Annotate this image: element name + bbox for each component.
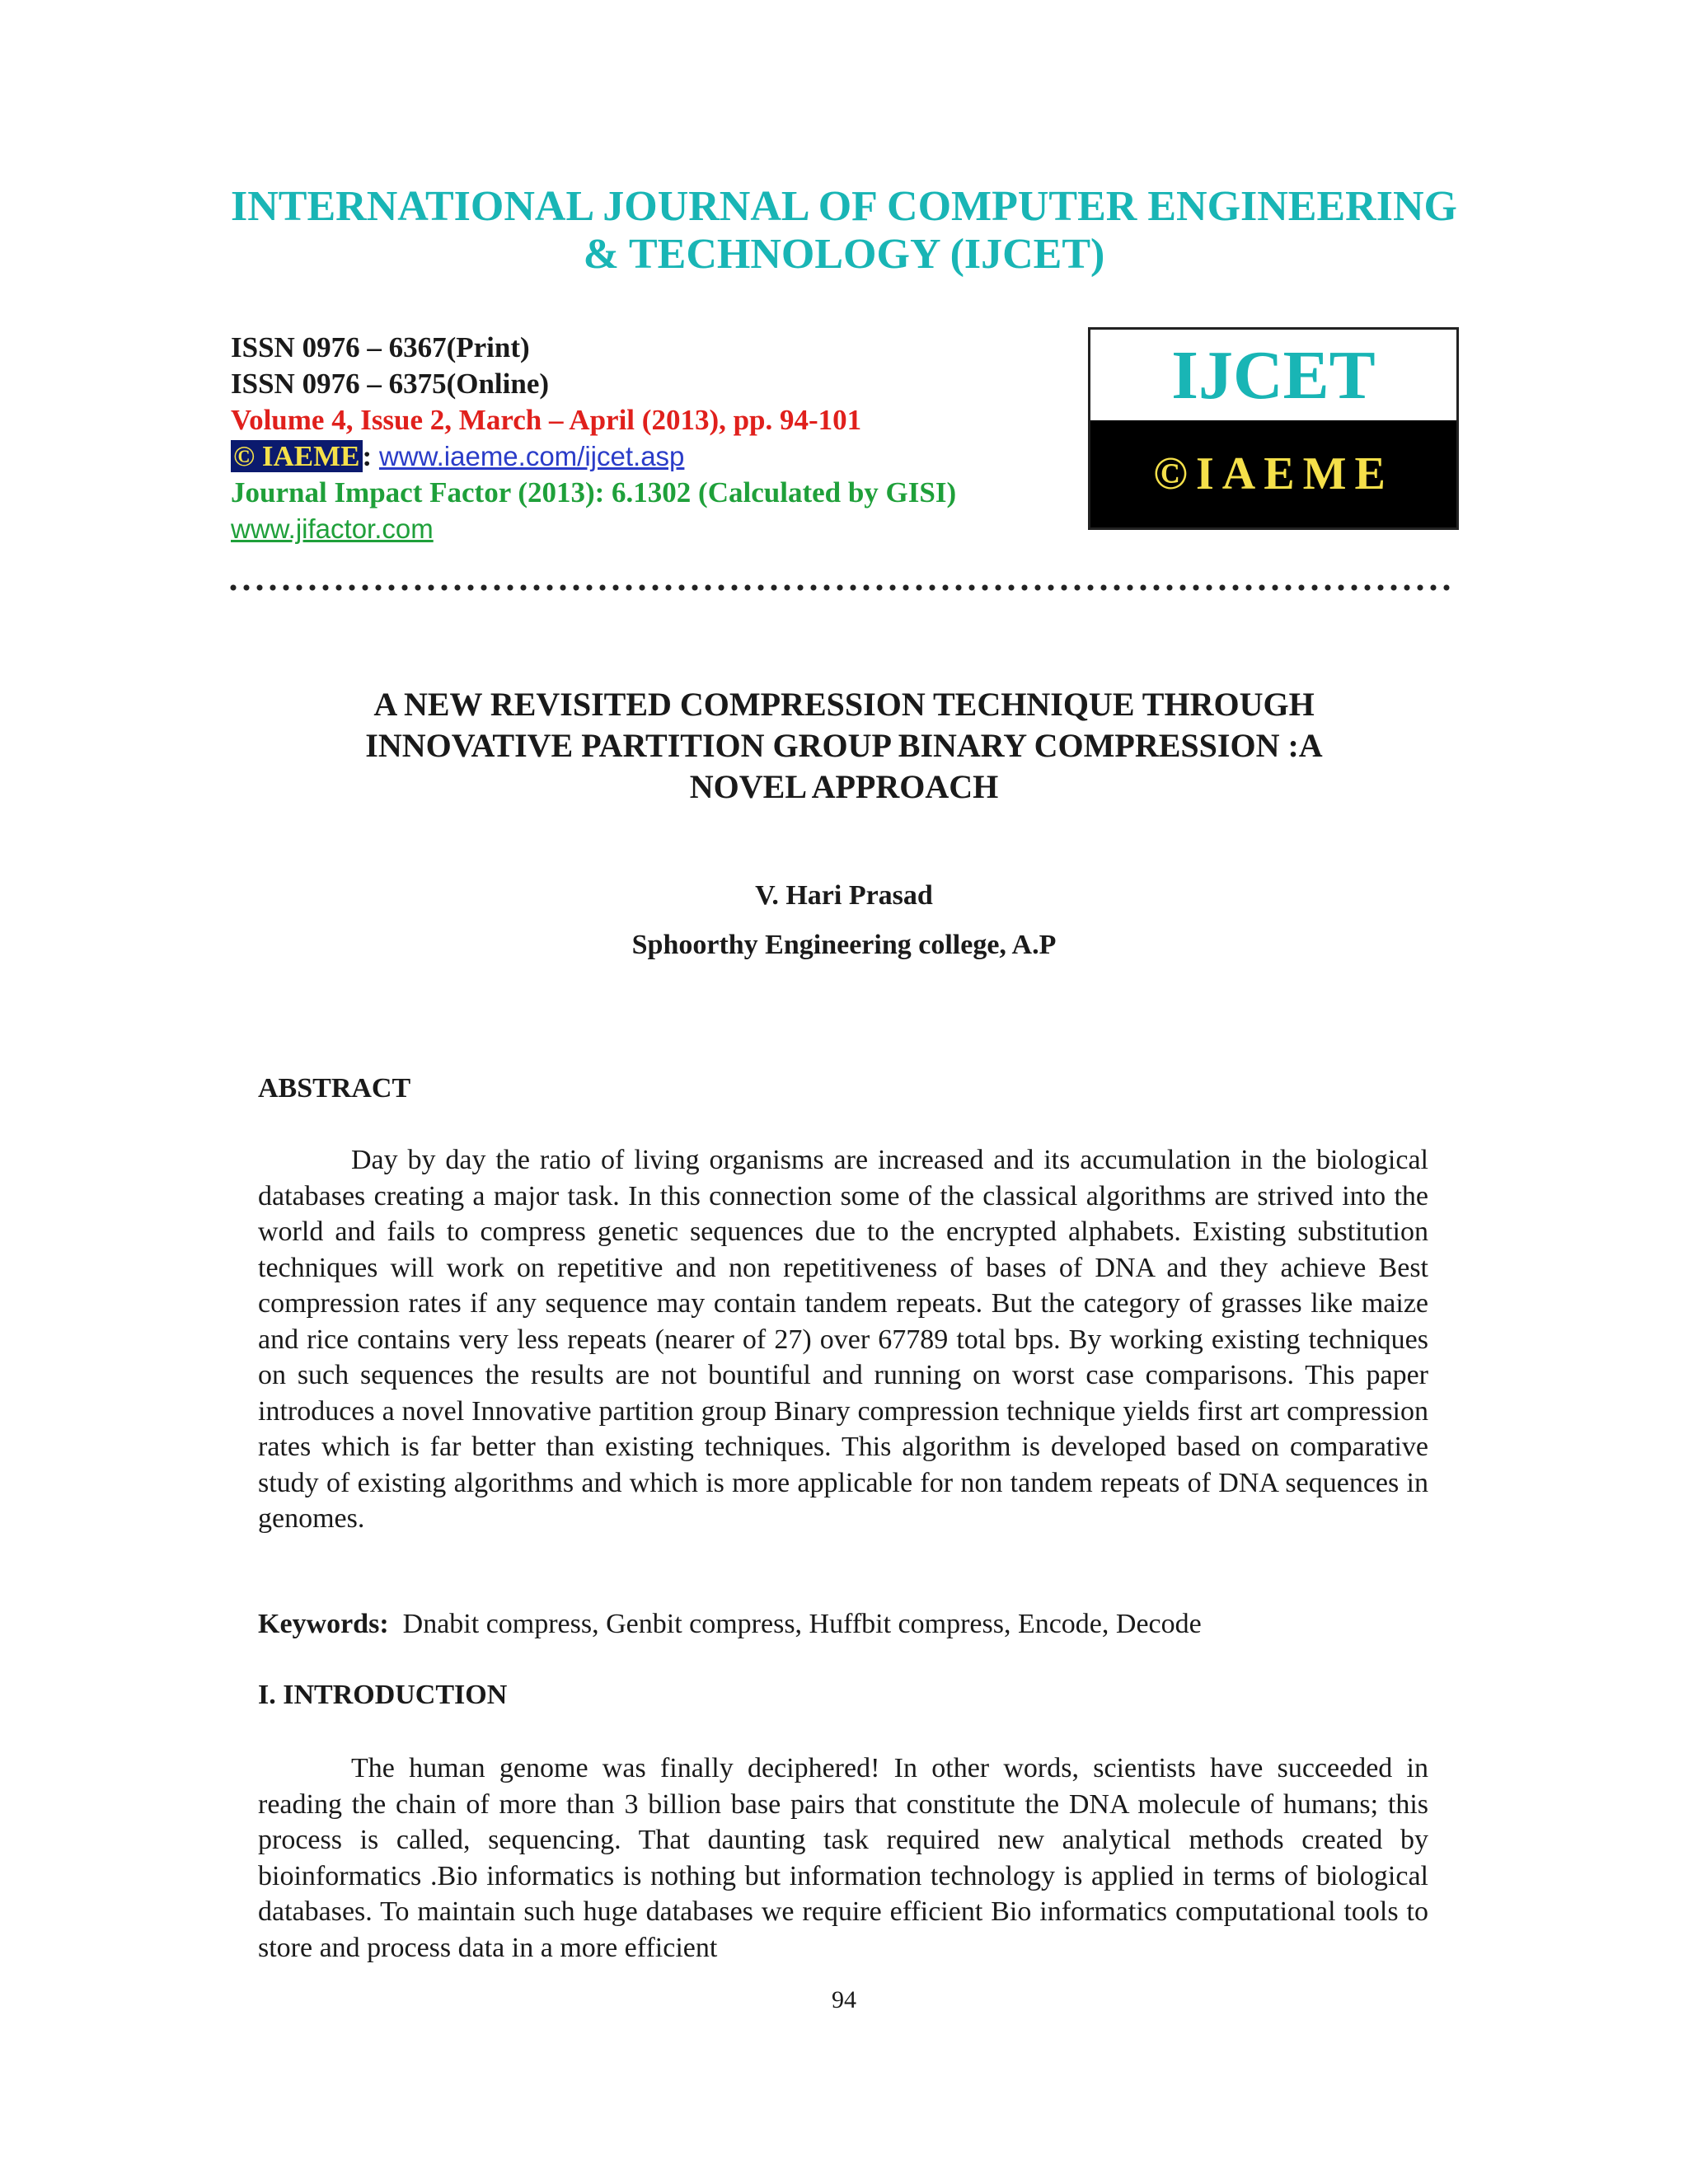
paper-title-line-1: A NEW REVISITED COMPRESSION TECHNIQUE THROUGH — [373, 686, 1315, 723]
iaeme-link[interactable]: www.iaeme.com/ijcet.asp — [378, 441, 685, 471]
abstract-text: Day by day the ratio of living organisms are increased and its accumulation in the biological databases creating a major task. In this connection some of the classical algorithms are strived into the world and fails to compress genetic sequences due to the encrypted alphabets. Existing substitution techniques will work on repetitive and non repetitiveness of bases of DNA and they achieve Best compression rates if any sequence may contain tandem repeats. But the category of grasses like maize and rice contains very less repeats (nearer of 27) over 67789 total bps. By working existing techniques on such sequences the results are not bountiful and running on worst case comparisons. This paper introduces a novel Innovative partition group Binary compression technique yields first art compression rates which is far better than existing techniques. This algorithm is developed based on comparative study of existing algorithms and which is more applicable for non tandem repeats of DNA sequences in genomes. — [258, 1145, 1428, 1534]
logo-publisher: ©IAEME — [1090, 420, 1456, 527]
author-name: V. Hari Prasad — [755, 880, 933, 911]
keywords-label: Keywords: — [258, 1609, 389, 1639]
volume-line: Volume 4, Issue 2, March – April (2013), pp. 94-101 — [231, 404, 862, 436]
paper-title — [206, 684, 1482, 808]
iaeme-line — [231, 438, 956, 475]
author-affiliation: Sphoorthy Engineering college, A.P — [631, 930, 1057, 960]
abstract-heading: ABSTRACT — [258, 1073, 411, 1104]
publication-info — [231, 330, 956, 547]
impact-factor-line: Journal Impact Factor (2013): 6.1302 (Calculated by GISI) — [231, 476, 957, 509]
issn-online: ISSN 0976 – 6375(Online) — [231, 368, 550, 400]
dotted-divider — [227, 583, 1455, 592]
iaeme-separator: : — [362, 440, 379, 472]
paper-title-line-2: INNOVATIVE PARTITION GROUP BINARY COMPRESSION :A — [365, 727, 1323, 764]
jifactor-link[interactable]: www.jifactor.com — [231, 513, 434, 544]
journal-title-line-1: INTERNATIONAL JOURNAL OF COMPUTER ENGINEERING — [231, 183, 1457, 230]
ijcet-logo — [1088, 327, 1459, 530]
logo-title: IJCET — [1171, 336, 1376, 414]
journal-title — [165, 183, 1523, 279]
journal-title-line-2: & TECHNOLOGY (IJCET) — [583, 231, 1105, 278]
keywords-value: Dnabit compress, Genbit compress, Huffbit compress, Encode, Decode — [402, 1609, 1202, 1639]
introduction-heading: I. INTRODUCTION — [258, 1680, 508, 1710]
iaeme-badge: © IAEME — [231, 440, 363, 472]
issn-print: ISSN 0976 – 6367(Print) — [231, 331, 530, 363]
paper-title-line-3: NOVEL APPROACH — [689, 768, 999, 805]
page-number: 94 — [832, 1986, 856, 2013]
introduction-text: The human genome was finally deciphered! In other words, scientists have succeeded in reading the chain of more than 3 billion base pairs that constitute the DNA molecule of humans; this process is called, sequencing. That daunting task required new analytical methods created by bioinformatics .Bio informatics is nothing but information technology is applied in terms of biological databases. To maintain such huge databases we require efficient Bio informatics computational tools to store and process data in a more efficient — [258, 1753, 1428, 1963]
keywords-line — [258, 1609, 1202, 1640]
